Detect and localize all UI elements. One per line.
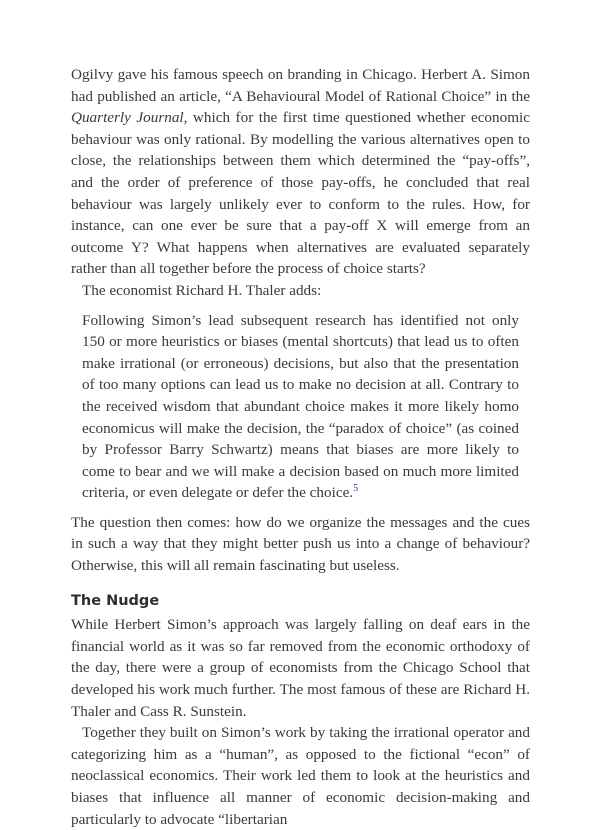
paragraph-thaler-intro: The economist Richard H. Thaler adds: (82, 281, 322, 299)
section-heading: The Nudge (71, 592, 160, 609)
document-page (71, 64, 530, 830)
paragraph-text: , which for the first time questioned whether economic behaviour was only rational. By modelling the various alternatives open to close, the relationships between them which determined the “pay-offs”, and the order of preference of those pay-offs, he concluded that real behaviour was largely unlikely ever to conform to the rules. How, for instance, can one ever be sure that a pay-off X will emerge from an outcome Y? What happens when alternatives are evaluated separately rather than all together before the process of choice starts? (71, 109, 530, 278)
journal-title: Quarterly Journal (71, 109, 184, 127)
paragraph-ogilvy-simon (71, 64, 530, 280)
footnote-reference-link[interactable]: 5 (353, 483, 359, 495)
paragraph-thaler-sunstein: Together they built on Simon’s work by taking the irrational operator and categorizing him as a “human”, as opposed to the fictional “econ” of neoclassical economics. Their work led them to look at the heuristics and biases that influence all manner of economic decision-making and particularly to advocate “libertarian (71, 724, 530, 828)
paragraph-text: Ogilvy gave his famous speech on branding in Chicago. Herbert A. Simon had published an article, “A Behavioural Model of Rational Choice” in the (71, 66, 530, 105)
block-quote (82, 310, 519, 504)
paragraph-chicago-school: While Herbert Simon’s approach was largely falling on deaf ears in the financial world as it was so far removed from the economic orthodoxy of the day, there were a group of economists from the Chicago School that developed his work much further. The most famous of these are Richard H. Thaler and Cass R. Sunstein. (71, 616, 530, 720)
paragraph-question: The question then comes: how do we organize the messages and the cues in such a way that they might better push us into a change of behaviour? Otherwise, this will all remain fascinating but useless. (71, 513, 530, 575)
quote-text: Following Simon’s lead subsequent research has identified not only 150 or more heuristics or biases (mental shortcuts) that lead us to often make irrational (or erroneous) decisions, but also that the presentation of too many options can lead us to make no decision at all. Contrary to the received wisdom that abundant choice makes it more likely homo economicus will make the decision, the “paradox of choice” (as coined by Professor Barry Schwartz) means that biases are more likely to come to bear and we will make a decision based on much more limited criteria, or even delegate or defer the choice. (82, 311, 519, 502)
